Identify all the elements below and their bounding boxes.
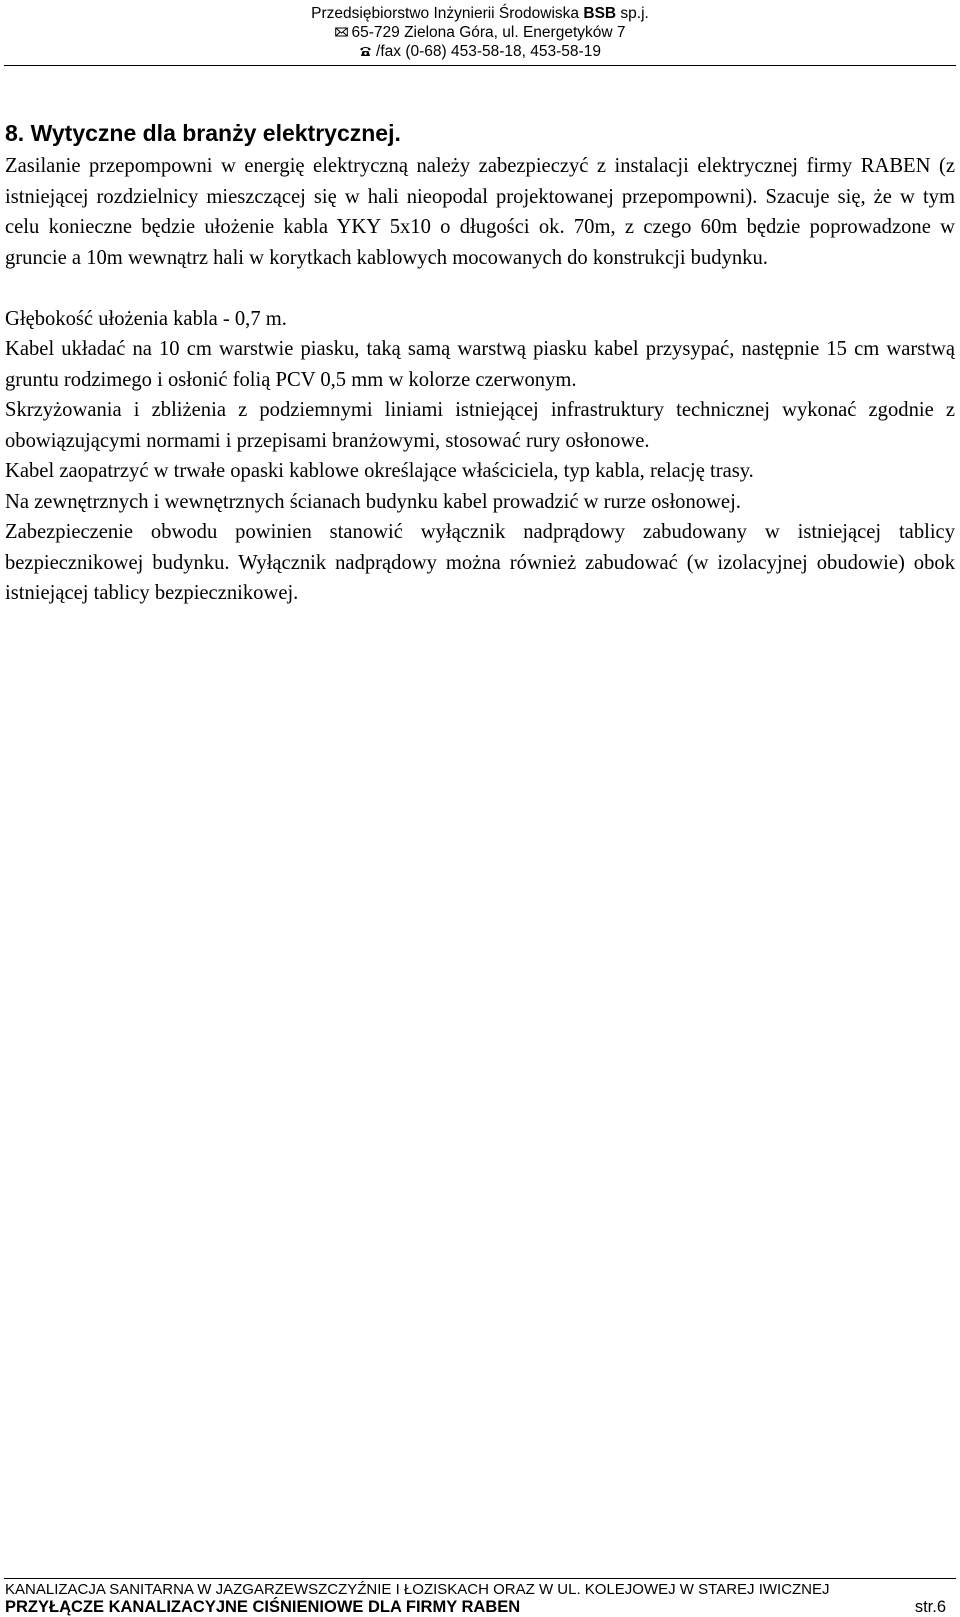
company-line xyxy=(290,4,670,23)
paragraph-protective-conduit: Na zewnętrznych i wewnętrznych ścianach budynku kabel prowadzić w rurze osłonowej. xyxy=(5,490,741,513)
address-text: 65-729 Zielona Góra, ul. Energetyków 7 xyxy=(351,24,626,41)
footer-project-line: KANALIZACJA SANITARNA W JAZGARZEWSZCZYŹNIE I ŁOZISKACH ORAZ W UL. KOLEJOWEJ W STAREJ IWICZNEJ xyxy=(5,1581,830,1598)
paragraph-cable-bedding: Kabel układać na 10 cm warstwie piasku, taką samą warstwą piasku kabel przysypać, następnie 15 cm warstwą gruntu rodzimego i osłonić folią PCV 0,5 mm w kolorze czerwonym. xyxy=(5,338,955,391)
footer-divider xyxy=(4,1578,956,1579)
company-suffix: sp.j. xyxy=(620,5,649,22)
page-number: str.6 xyxy=(914,1598,946,1616)
paragraph-power-supply: Zasilanie przepompowni w energię elektryczną należy zabezpieczyć z instalacji elektrycznej firmy RABEN (z istniejącej rozdzielnicy mieszczącej się w hali nieopodal projektowanej przepompowni). Szacuje się, że w tym celu konieczne będzie ułożenie kabla YKY 5x10 o długości ok. 70m, z czego 60m będzie poprowadzone w gruncie a 10m wewnątrz hali w korytkach kablowych mocowanych do konstrukcji budynku. xyxy=(5,155,955,269)
header-divider xyxy=(4,65,956,66)
phone-text: /fax (0-68) 453-58-18, 453-58-19 xyxy=(376,43,601,60)
paragraph-crossings: Skrzyżowania i zbliżenia z podziemnymi liniami istniejącej infrastruktury technicznej wykonać zgodnie z obowiązującymi normami i przepisami branżowymi, stosować rury osłonowe. xyxy=(5,399,955,452)
paragraph-cable-markers: Kabel zaopatrzyć w trwałe opaski kablowe określające właściciela, typ kabla, relację trasy. xyxy=(5,460,754,482)
address-line xyxy=(290,23,670,42)
company-name: Przedsiębiorstwo Inżynierii Środowiska xyxy=(311,5,580,22)
paragraph-cable-depth: Głębokość ułożenia kabla - 0,7 m. xyxy=(5,307,287,330)
section-body xyxy=(5,151,955,609)
page-header xyxy=(290,4,670,61)
section-title: 8. Wytyczne dla branży elektrycznej. xyxy=(5,120,401,146)
telephone-icon xyxy=(359,45,372,57)
footer-document-title: PRZYŁĄCZE KANALIZACYJNE CIŚNIENIOWE DLA FIRMY RABEN xyxy=(5,1598,521,1616)
company-brand: BSB xyxy=(583,5,617,22)
paragraph-circuit-breaker: Zabezpieczenie obwodu powinien stanowić wyłącznik nadprądowy zabudowany w istniejącej tablicy bezpiecznikowej budynku. Wyłącznik nadprądowy można również zabudować (w izolacyjnej obudowie) obok istniejącej tablicy bezpiecznikowej. xyxy=(5,521,955,604)
phone-line xyxy=(290,42,670,61)
envelope-icon xyxy=(335,26,348,38)
